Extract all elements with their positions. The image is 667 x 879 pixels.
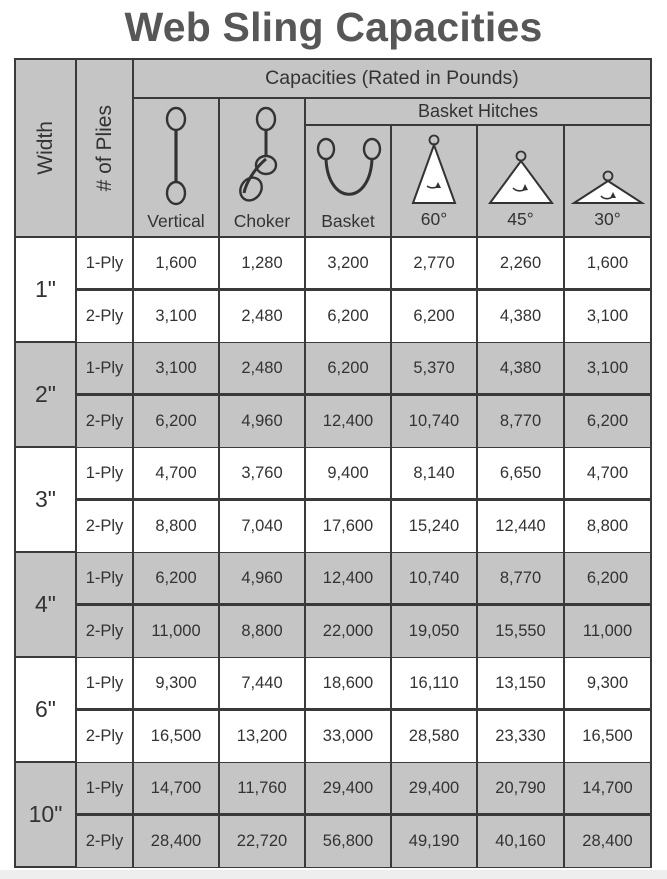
ply-cell: 1-Ply — [77, 763, 132, 813]
capacity-value-cell: 29,400 — [306, 763, 390, 813]
capacity-value-cell: 33,000 — [306, 711, 390, 762]
capacity-value-cell: 8,800 — [565, 501, 650, 552]
capacity-value-cell: 6,200 — [392, 291, 476, 342]
width-cell: 1" — [16, 238, 75, 341]
capacity-value-cell: 4,700 — [565, 448, 650, 498]
width-cell: 6" — [16, 658, 75, 761]
capacity-value-cell: 20,790 — [478, 763, 563, 813]
capacity-value-cell: 5,370 — [392, 343, 476, 393]
capacity-value-cell: 11,000 — [565, 606, 650, 657]
basket-45-column-header — [478, 126, 563, 236]
choker-label: Choker — [233, 211, 291, 231]
basket-30-label: 30° — [594, 209, 621, 229]
capacity-value-cell: 4,960 — [220, 553, 304, 603]
width-cell: 3" — [16, 448, 75, 551]
capacities-header: Capacities (Rated in Pounds) — [134, 60, 650, 97]
plies-header — [77, 60, 132, 236]
page-title: Web Sling Capacities — [124, 4, 543, 50]
vertical-column-header — [134, 99, 218, 236]
capacity-value-cell: 40,160 — [478, 816, 563, 867]
capacity-value-cell: 10,740 — [392, 553, 476, 603]
capacity-value-cell: 6,200 — [565, 553, 650, 603]
capacity-value-cell: 7,040 — [220, 501, 304, 552]
capacity-value-cell: 8,770 — [478, 396, 563, 447]
capacity-value-cell: 28,400 — [565, 816, 650, 867]
capacity-value-cell: 1,600 — [134, 238, 218, 288]
ply-cell: 2-Ply — [77, 816, 132, 867]
ply-cell: 2-Ply — [77, 606, 132, 657]
capacity-value-cell: 8,800 — [220, 606, 304, 657]
width-header-label: Width — [33, 121, 57, 175]
page-footer-strip — [0, 870, 667, 879]
capacity-value-cell: 16,500 — [134, 711, 218, 762]
capacity-value-cell: 29,400 — [392, 763, 476, 813]
capacity-value-cell: 12,400 — [306, 396, 390, 447]
capacity-value-cell: 15,240 — [392, 501, 476, 552]
capacity-value-cell: 4,380 — [478, 343, 563, 393]
choker-column-header — [220, 99, 304, 236]
capacity-value-cell: 4,960 — [220, 396, 304, 447]
capacity-value-cell: 6,200 — [565, 396, 650, 447]
capacity-value-cell: 16,110 — [392, 658, 476, 708]
capacity-value-cell: 56,800 — [306, 816, 390, 867]
capacity-value-cell: 10,740 — [392, 396, 476, 447]
capacity-value-cell: 22,000 — [306, 606, 390, 657]
ply-cell: 1-Ply — [77, 343, 132, 393]
capacity-value-cell: 15,550 — [478, 606, 563, 657]
basket-30-column-header — [565, 126, 650, 236]
capacity-value-cell: 18,600 — [306, 658, 390, 708]
basket-60-label: 60° — [420, 209, 448, 229]
capacity-value-cell: 6,200 — [306, 343, 390, 393]
width-cell: 10" — [16, 763, 75, 866]
capacity-value-cell: 3,100 — [134, 291, 218, 342]
basket-60-column-header — [392, 126, 476, 236]
capacity-value-cell: 17,600 — [306, 501, 390, 552]
capacity-value-cell: 2,480 — [220, 291, 304, 342]
basket-column-header — [306, 126, 390, 236]
capacity-value-cell: 8,140 — [392, 448, 476, 498]
capacity-value-cell: 3,100 — [134, 343, 218, 393]
capacity-value-cell: 9,300 — [565, 658, 650, 708]
capacity-value-cell: 6,650 — [478, 448, 563, 498]
capacity-value-cell: 7,440 — [220, 658, 304, 708]
capacity-value-cell: 3,760 — [220, 448, 304, 498]
capacity-value-cell: 14,700 — [565, 763, 650, 813]
capacity-value-cell: 12,440 — [478, 501, 563, 552]
capacity-value-cell: 9,400 — [306, 448, 390, 498]
capacity-value-cell: 8,770 — [478, 553, 563, 603]
basket-45-label: 45° — [507, 209, 534, 229]
capacity-value-cell: 22,720 — [220, 816, 304, 867]
capacity-value-cell: 28,580 — [392, 711, 476, 762]
capacity-value-cell: 8,800 — [134, 501, 218, 552]
capacity-value-cell: 2,770 — [392, 238, 476, 288]
width-cell: 2" — [16, 343, 75, 446]
capacity-value-cell: 11,000 — [134, 606, 218, 657]
capacity-value-cell: 6,200 — [306, 291, 390, 342]
capacity-value-cell: 49,190 — [392, 816, 476, 867]
capacity-value-cell: 28,400 — [134, 816, 218, 867]
capacity-value-cell: 16,500 — [565, 711, 650, 762]
capacity-value-cell: 1,600 — [565, 238, 650, 288]
width-cell: 4" — [16, 553, 75, 656]
capacity-table — [14, 58, 652, 868]
basket-label: Basket — [321, 211, 375, 231]
ply-cell: 1-Ply — [77, 448, 132, 498]
capacity-value-cell: 13,150 — [478, 658, 563, 708]
plies-header-label: # of Plies — [92, 104, 116, 192]
capacity-value-cell: 23,330 — [478, 711, 563, 762]
ply-cell: 2-Ply — [77, 501, 132, 552]
capacity-value-cell: 1,280 — [220, 238, 304, 288]
capacity-value-cell: 2,480 — [220, 343, 304, 393]
ply-cell: 1-Ply — [77, 238, 132, 288]
width-header — [16, 60, 75, 236]
capacity-value-cell: 14,700 — [134, 763, 218, 813]
ply-cell: 2-Ply — [77, 396, 132, 447]
capacity-value-cell: 6,200 — [134, 396, 218, 447]
capacity-value-cell: 3,200 — [306, 238, 390, 288]
capacity-value-cell: 4,380 — [478, 291, 563, 342]
capacity-value-cell: 6,200 — [134, 553, 218, 603]
capacity-value-cell: 2,260 — [478, 238, 563, 288]
ply-cell: 1-Ply — [77, 553, 132, 603]
vertical-label: Vertical — [147, 211, 205, 231]
capacity-value-cell: 4,700 — [134, 448, 218, 498]
ply-cell: 2-Ply — [77, 291, 132, 342]
capacity-value-cell: 3,100 — [565, 291, 650, 342]
ply-cell: 1-Ply — [77, 658, 132, 708]
ply-cell: 2-Ply — [77, 711, 132, 762]
basket-hitches-header: Basket Hitches — [306, 99, 650, 124]
capacity-value-cell: 9,300 — [134, 658, 218, 708]
capacity-value-cell: 13,200 — [220, 711, 304, 762]
capacity-value-cell: 3,100 — [565, 343, 650, 393]
capacity-value-cell: 12,400 — [306, 553, 390, 603]
capacity-value-cell: 19,050 — [392, 606, 476, 657]
capacity-value-cell: 11,760 — [220, 763, 304, 813]
